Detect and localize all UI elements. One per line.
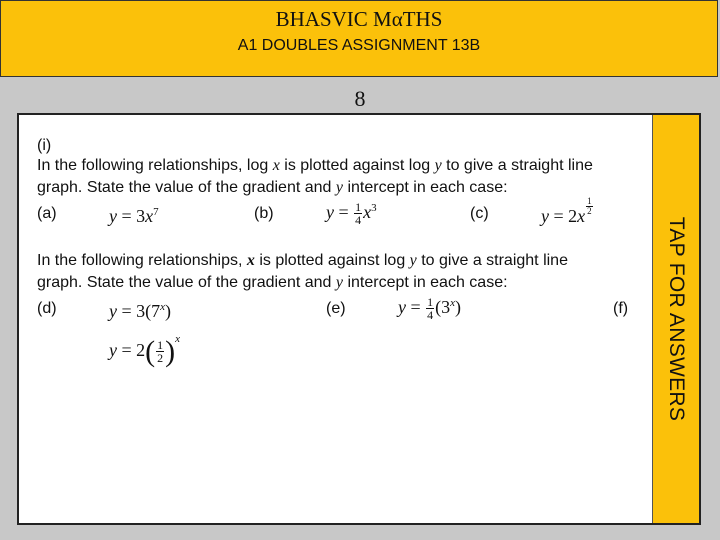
- equation-e: y = $\frac{1}{4}$ (3$^x$): [398, 295, 462, 323]
- intro-1-line-1: In the following relationships, log x is plotted against log y to give a straight line: [37, 157, 593, 174]
- part-e-label: (e): [326, 300, 346, 317]
- equation-f: y = 2( $\frac{1}{2}$ )$^x$: [109, 333, 181, 368]
- part-c-label: (c): [470, 205, 489, 222]
- part-a-label: (a): [37, 205, 57, 222]
- part-i-label: (i): [37, 137, 52, 154]
- part-b-label: (b): [254, 205, 274, 222]
- intro-1-line-2: graph. State the value of the gradient and y intercept in each case:: [37, 179, 508, 196]
- tap-for-answers-button[interactable]: [652, 115, 699, 523]
- part-f-label: (f): [613, 300, 629, 317]
- part-d-label: (d): [37, 300, 57, 317]
- intro-2-line-1: In the following relationships, x is plotted against log y to give a straight line: [37, 252, 568, 269]
- header-banner: [0, 0, 718, 77]
- site-title: BHASVIC MαTHS: [275, 7, 443, 31]
- equation-c: y = 2x $\frac{1}{2}$: [541, 196, 592, 226]
- equation-b: y = $\frac{1}{4}$ $x^3$: [326, 200, 377, 228]
- page-number: 8: [354, 86, 366, 111]
- intro-2-line-2: graph. State the value of the gradient and y intercept in each case:: [37, 274, 508, 291]
- equation-a: $y = 3x^7$: [109, 206, 159, 226]
- equation-d: $y = 3(7^x)$: [109, 301, 172, 321]
- assignment-title: A1 DOUBLES ASSIGNMENT 13B: [237, 37, 481, 54]
- tap-for-answers-label: TAP FOR ANSWERS: [665, 216, 688, 422]
